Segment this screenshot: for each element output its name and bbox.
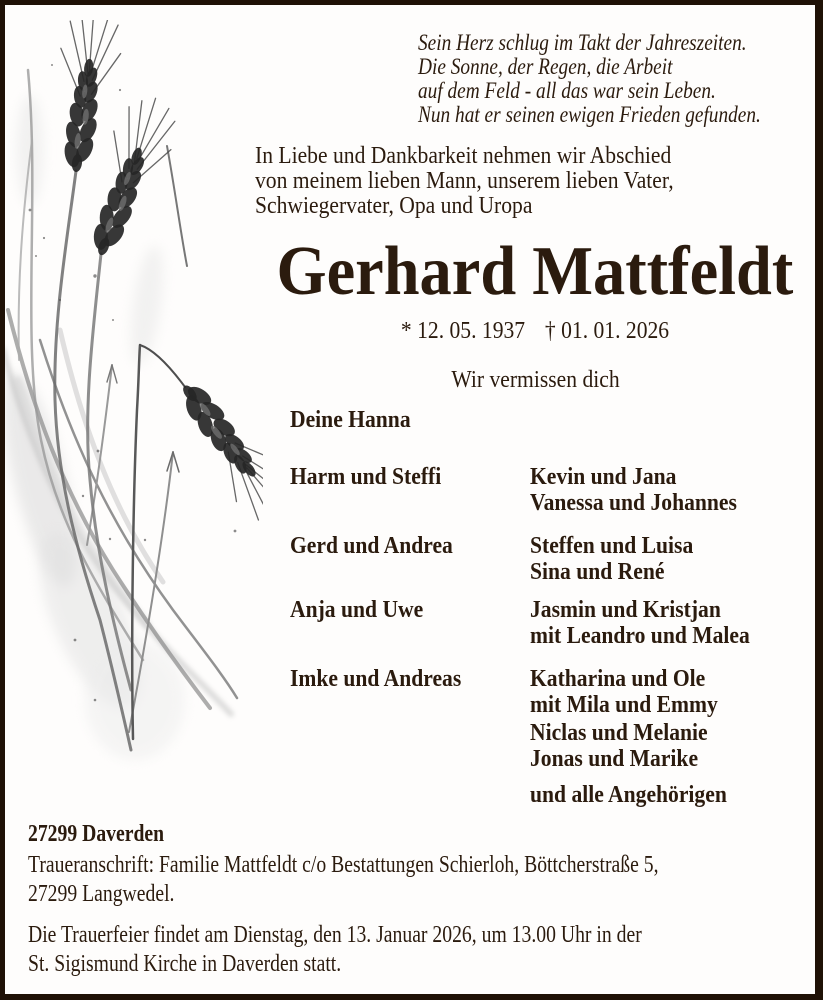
mourner-name: Jasmin und Kristjan — [530, 597, 721, 623]
death-date: † 01. 01. 2026 — [544, 318, 670, 344]
death-cross-symbol: † — [544, 318, 556, 344]
life-dates — [250, 318, 820, 345]
birth-star-symbol: * — [400, 318, 412, 344]
mourner-name: und alle Angehörigen — [530, 782, 727, 808]
mourner-row — [290, 720, 770, 772]
intro-line: von meinem lieben Mann, unserem lieben Vater, — [255, 168, 674, 194]
mourner-name: Steffen und Luisa — [530, 533, 694, 559]
wheat-illustration — [5, 20, 263, 792]
mourner-name: Niclas und Melanie — [530, 720, 708, 746]
funeral-line: St. Sigismund Kirche in Daverden statt. — [28, 951, 342, 977]
mourner-name: Gerd und Andrea — [290, 533, 453, 559]
city-line: 27299 Daverden — [28, 821, 165, 847]
poem — [418, 31, 823, 127]
funeral-info — [28, 921, 777, 979]
deceased-name-block — [250, 233, 820, 310]
missing-line-block — [250, 367, 820, 394]
mourner-name: Imke und Andreas — [290, 666, 462, 692]
address-line: 27299 Langwedel. — [28, 881, 175, 907]
mourner-row — [290, 666, 770, 718]
intro-text — [255, 144, 720, 219]
poem-line: Nun hat er seinen ewigen Frieden gefunden. — [418, 102, 761, 127]
birth-date: * 12. 05. 1937 — [400, 318, 526, 344]
mourner-name: Jonas und Marike — [530, 746, 699, 772]
poem-line: auf dem Feld - all das war sein Leben. — [418, 78, 716, 103]
address-line: Traueranschrift: Familie Mattfeldt c/o Bestattungen Schierloh, Böttcherstraße 5, — [28, 852, 659, 878]
deceased-name: Gerhard Mattfeldt — [276, 233, 794, 310]
mourner-widow: Deine Hanna — [290, 407, 411, 433]
mourner-row — [290, 464, 770, 516]
mourner-name: Kevin und Jana — [530, 464, 677, 490]
mourner-name: Harm und Steffi — [290, 464, 442, 490]
mourner-name: Anja und Uwe — [290, 597, 424, 623]
mourner-row — [290, 782, 770, 808]
mourner-row — [290, 533, 770, 585]
poem-line: Die Sonne, der Regen, die Arbeit — [418, 54, 673, 79]
missing-line: Wir vermissen dich — [450, 367, 620, 393]
intro-line: In Liebe und Dankbarkeit nehmen wir Abschied — [255, 143, 672, 169]
mourner-name: Vanessa und Johannes — [530, 490, 737, 516]
mourner-name: mit Mila und Emmy — [530, 692, 718, 718]
intro-line: Schwiegervater, Opa und Uropa — [255, 193, 533, 219]
mourning-address — [28, 851, 797, 909]
poem-line: Sein Herz schlug im Takt der Jahreszeiten. — [418, 30, 747, 55]
mourner-row — [290, 597, 770, 649]
funeral-line: Die Trauerfeier findet am Dienstag, den 13. Januar 2026, um 13.00 Uhr in der — [28, 922, 642, 948]
mourner-name: Sina und René — [530, 559, 665, 585]
mourner-name: Katharina und Ole — [530, 666, 706, 692]
mourner-list — [290, 407, 770, 808]
mourner-name: mit Leandro und Malea — [530, 623, 750, 649]
